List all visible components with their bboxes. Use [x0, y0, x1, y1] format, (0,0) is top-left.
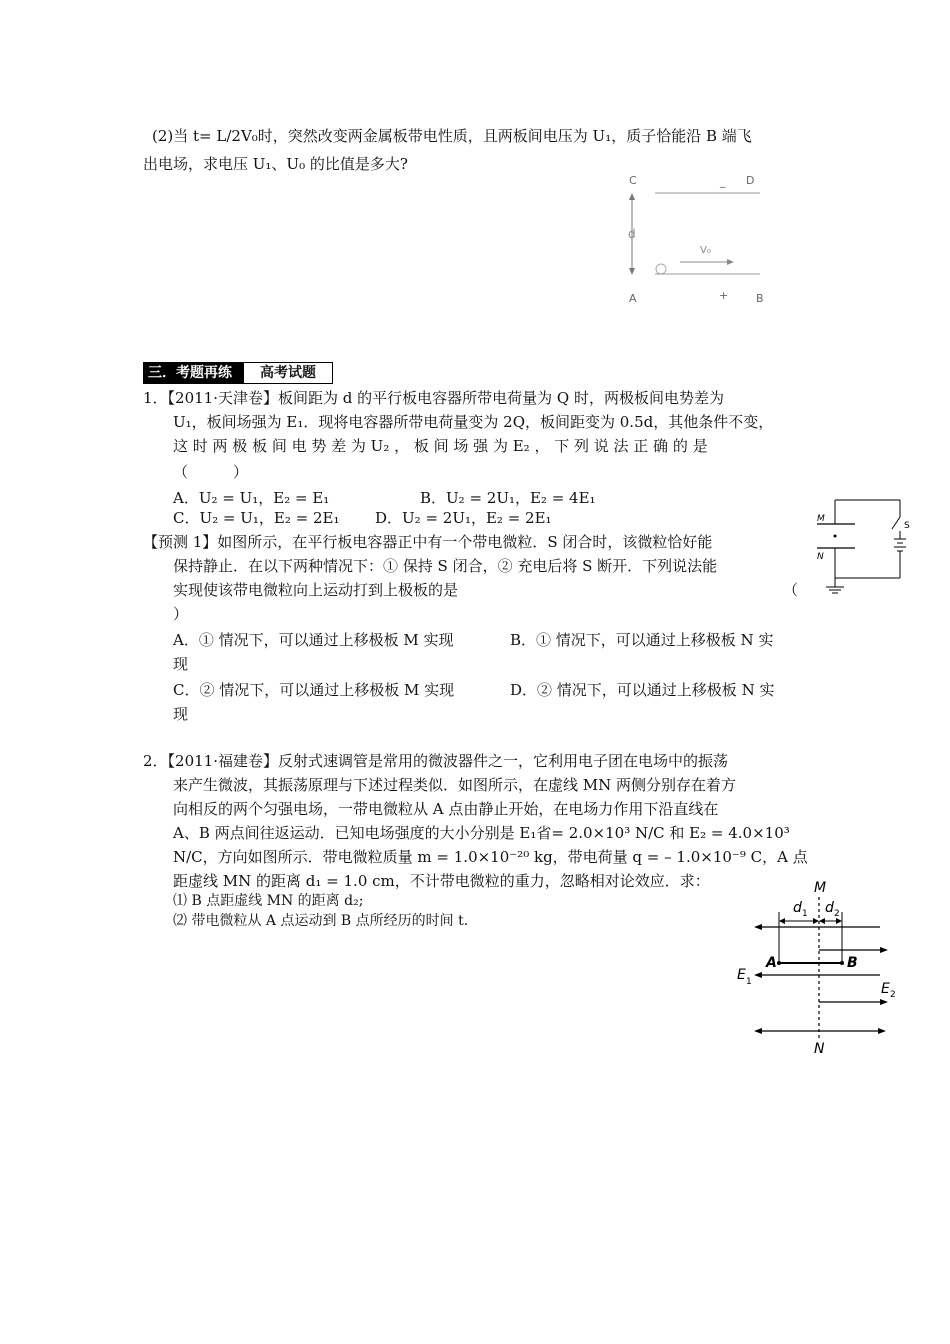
section-title: 三．考题再练: [144, 363, 244, 383]
label-v0: V₀: [700, 245, 711, 256]
pred-option-b: B．① 情况下，可以通过上移极板 N 实: [510, 631, 774, 649]
q1-option-c: C．U₂ = U₁，E₂ = 2E₁: [173, 509, 340, 527]
label-e1: E: [737, 967, 746, 983]
label-d1: d: [793, 900, 802, 916]
q1-blank: （ ）: [173, 463, 249, 481]
pred-bracket-close: ）: [173, 605, 189, 623]
pred-line1: 【预测 1】如图所示，在平行板电容器正中有一个带电微粒．S 闭合时，该微粒恰好能: [143, 533, 713, 551]
switch-s: [892, 517, 900, 529]
label-b: B: [847, 955, 858, 971]
label-m: M: [817, 514, 825, 524]
field-diagram: [730, 875, 920, 1060]
pred-bracket-open: （: [783, 581, 799, 599]
q2-line6: 距虚线 MN 的距离 d₁ = 1.0 cm，不计带电微粒的重力，忽略相对论效应．求：: [173, 872, 710, 890]
part2-line2: 出电场，求电压 U₁、U₀ 的比值是多大?: [143, 155, 408, 173]
capacitor-diagram: [600, 165, 790, 325]
label-c: C: [629, 174, 637, 187]
q1-option-d: D．U₂ = 2U₁，E₂ = 2E₁: [375, 509, 552, 527]
pred-option-c: C．② 情况下，可以通过上移极板 M 实现: [173, 681, 455, 699]
label-n: N: [814, 1041, 825, 1057]
label-a: A: [629, 292, 637, 305]
svg-text:1: 1: [746, 977, 752, 987]
part2-line1: (2)当 t= L/2V₀时，突然改变两金属板带电性质，且两板间电压为 U₁，质子恰能沿 B 端飞: [152, 127, 752, 145]
d-arrow-up: [629, 193, 635, 200]
d-arrow-down: [629, 268, 635, 275]
label-n: N: [817, 552, 824, 562]
label-plus: +: [719, 289, 729, 302]
q2-line1: 2．【2011·福建卷】反射式速调管是常用的微波器件之一，它利用电子团在电场中的振荡: [143, 752, 728, 770]
label-m: M: [814, 880, 827, 896]
label-s: S: [904, 521, 910, 531]
proton: [656, 264, 666, 274]
svg-text:2: 2: [890, 990, 896, 1000]
q1-option-a: A．U₂ = U₁，E₂ = E₁: [173, 489, 330, 507]
svg-text:1: 1: [802, 909, 808, 919]
svg-text:2: 2: [834, 909, 840, 919]
label-d2: d: [825, 900, 834, 916]
pred-option-a: A．① 情况下，可以通过上移极板 M 实现: [173, 631, 454, 649]
particle: [834, 535, 837, 538]
q2-line3: 向相反的两个匀强电场，一带电微粒从 A 点由静止开始，在电场力作用下沿直线在: [173, 800, 719, 818]
q2-line2: 来产生微波，其振荡原理与下述过程类似．如图所示，在虚线 MN 两侧分别存在着方: [173, 776, 737, 794]
circuit-diagram: [812, 495, 922, 600]
label-d: D: [746, 174, 755, 187]
q2-line4: A、B 两点间往返运动．已知电场强度的大小分别是 E₁省= 2.0×10³ N/C 和 E₂ = 4.0×10³: [173, 824, 790, 842]
pred-line2: 保持静止．在以下两种情况下：① 保持 S 闭合，② 充电后将 S 断开．下列说法能: [173, 557, 718, 575]
q2-line5: N/C，方向如图所示．带电微粒质量 m = 1.0×10⁻²⁰ kg，带电荷量 q = – 1.0×10⁻⁹ C，A 点: [173, 848, 808, 866]
section-subtitle: 高考试题: [260, 365, 316, 381]
pred-option-d: D．② 情况下，可以通过上移极板 N 实: [510, 681, 775, 699]
q1-line3: 这 时 两 极 板 间 电 势 差 为 U₂ ， 板 间 场 强 为 E₂ ， 下 列 说 法 正 确 的 是: [173, 437, 708, 455]
q1-line2: U₁，板间场强为 E₁．现将电容器所带电荷量变为 2Q，板间距变为 0.5d，其他条件不变，: [173, 413, 774, 431]
q1-line1: 1．【2011·天津卷】板间距为 d 的平行板电容器所带电荷量为 Q 时，两极板间电势差为: [143, 389, 724, 407]
section-heading: [143, 362, 333, 384]
label-b: B: [756, 292, 764, 305]
pred-option-d-cont: 现: [173, 705, 189, 723]
q1-option-b: B．U₂ = 2U₁，E₂ = 4E₁: [420, 489, 596, 507]
pred-line3: 实现使该带电微粒向上运动打到上极板的是: [173, 581, 459, 599]
q2-sub1: ⑴ B 点距虚线 MN 的距离 d₂;: [173, 893, 364, 909]
label-e2: E: [881, 981, 890, 997]
label-dd: d: [628, 227, 636, 241]
label-a: A: [766, 955, 777, 971]
q2-sub2: ⑵ 带电微粒从 A 点运动到 B 点所经历的时间 t.: [173, 913, 469, 929]
label-minus: _: [720, 175, 726, 188]
pred-option-b-cont: 现: [173, 655, 189, 673]
